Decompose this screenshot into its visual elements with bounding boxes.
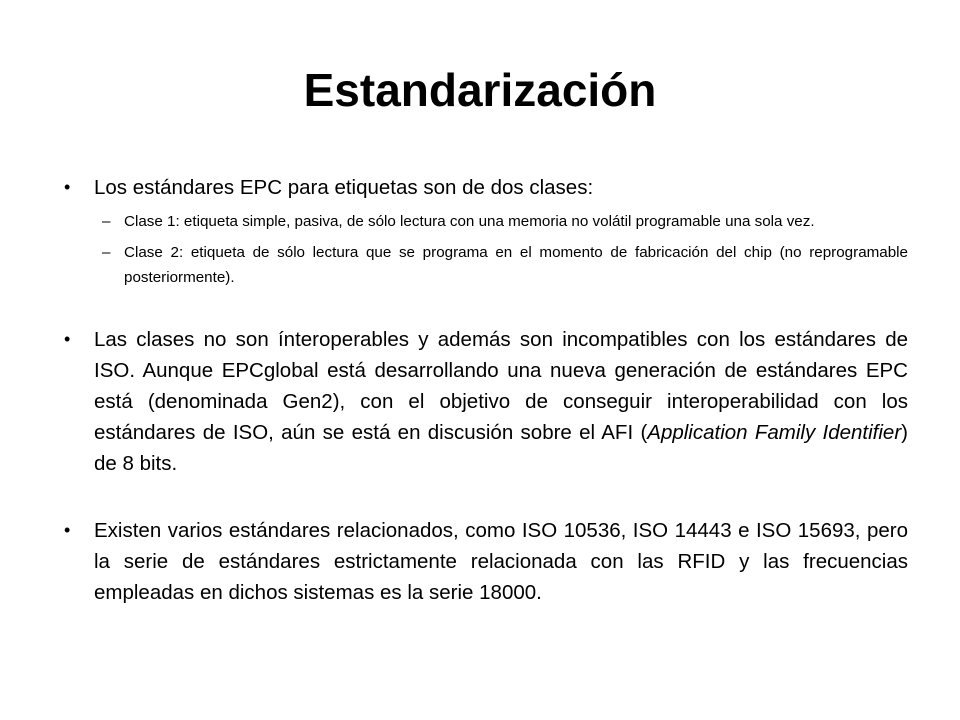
sub-bullet-1 xyxy=(64,209,908,234)
sub-bullet-1-text: Clase 1: etiqueta simple, pasiva, de sólo lectura con una memoria no volátil programable una sola vez. xyxy=(124,213,815,230)
bullet-marker: • xyxy=(64,177,71,197)
sub-bullet-2-text: Clase 2: etiqueta de sólo lectura que se programa en el momento de fabricación del chip (no reprogramable posteriormente). xyxy=(124,244,908,286)
bullet-marker: • xyxy=(64,520,71,540)
bullet-3-text: Existen varios estándares relacionados, como ISO 10536, ISO 14443 e ISO 15693, pero la serie de estándares estrictamente relacionada con las RFID y las frecuencias empleadas en dichos sistemas es la serie 18000. xyxy=(94,519,908,604)
bullet-2-text-before: Las clases no son ínteroperables y además son incompatibles con los estándares de ISO. Aunque EPCglobal está desarrollando una nueva generación de estándares EPC está (denominada Gen2), con el objetivo de conseguir interoperabilidad con los estándares de ISO, aún se está en discusión sobre el AFI ( xyxy=(94,328,908,444)
sub-bullet-2 xyxy=(64,240,908,290)
bullet-1-text: Los estándares EPC para etiquetas son de dos clases: xyxy=(94,176,594,199)
sub-bullet-marker: – xyxy=(102,244,111,261)
bullet-2 xyxy=(64,324,908,479)
slide-title: Estandarización xyxy=(303,64,657,116)
slide-body xyxy=(64,172,908,608)
bullet-2-text-after: ) de 8 bits. xyxy=(94,421,908,475)
bullet-marker: • xyxy=(64,329,71,349)
sub-bullet-marker: – xyxy=(102,213,111,230)
bullet-1 xyxy=(64,172,908,203)
bullet-3 xyxy=(64,515,908,608)
bullet-2-italic-term: Application Family Identifier xyxy=(647,421,902,444)
